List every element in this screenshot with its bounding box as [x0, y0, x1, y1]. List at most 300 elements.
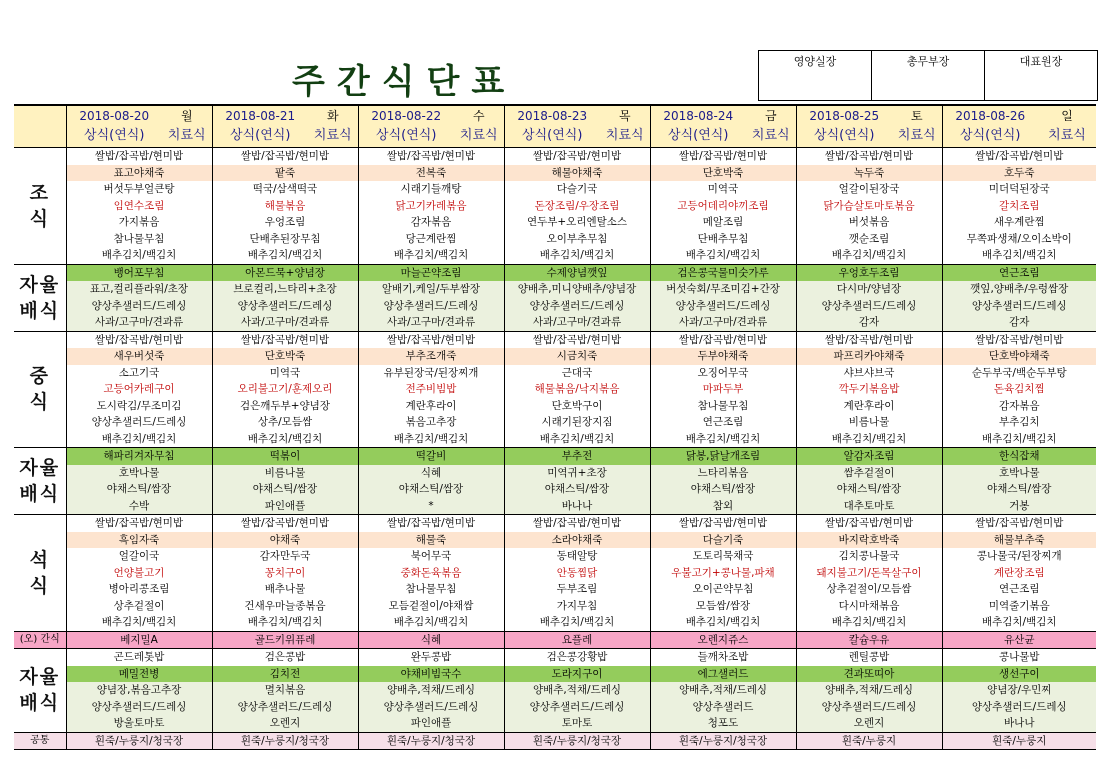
therapeutic-diet-header: 치료식: [600, 126, 650, 148]
menu-item: 부추전: [504, 448, 650, 465]
menu-item: 수제양념깻잎: [504, 264, 650, 281]
menu-item: 바지락호박죽: [796, 532, 942, 549]
weekday-cell: 월: [162, 105, 212, 126]
menu-item: 렌틸콩밥: [796, 649, 942, 666]
menu-item: 단호박야채죽: [942, 348, 1096, 365]
menu-item: 양상추샐러드/드레싱: [504, 298, 650, 315]
approval-box: [758, 50, 1098, 101]
menu-item: 식혜: [358, 465, 504, 482]
menu-item: 단호박죽: [212, 348, 358, 365]
menu-item: 사과/고구마/견과류: [66, 314, 212, 331]
menu-item: 도시락김/무조미김: [66, 398, 212, 415]
menu-item: 계란장조림: [942, 565, 1096, 582]
menu-item: 단배추무침: [650, 231, 796, 248]
menu-item: 김치콩나물국: [796, 548, 942, 565]
menu-item: 가지무침: [504, 598, 650, 615]
menu-row: [14, 148, 1096, 165]
menu-item: 미역국: [650, 181, 796, 198]
menu-item: *: [358, 498, 504, 515]
menu-row: [14, 565, 1096, 582]
menu-item: 미역줄기볶음: [942, 598, 1096, 615]
menu-row: [14, 598, 1096, 615]
menu-item: 생선구이: [942, 666, 1096, 683]
diet-type-header-row: [14, 126, 1096, 148]
menu-row: [14, 247, 1096, 264]
menu-item: 야채죽: [212, 532, 358, 549]
menu-item: 쌀밥/잡곡밥/현미밥: [504, 515, 650, 532]
menu-row: [14, 448, 1096, 465]
menu-item: 시래기들깨탕: [358, 181, 504, 198]
menu-item: 배추김치/백김치: [650, 431, 796, 448]
menu-item: 야채스틱/쌈장: [796, 481, 942, 498]
menu-item: 콩나물밥: [942, 649, 1096, 666]
menu-item: 전주비빔밥: [358, 381, 504, 398]
menu-item: 얼갈이국: [66, 548, 212, 565]
menu-item: 쌀밥/잡곡밥/현미밥: [504, 148, 650, 165]
menu-item: 식혜: [358, 631, 504, 649]
menu-item: 깻순조림: [796, 231, 942, 248]
menu-item: 해물죽: [358, 532, 504, 549]
menu-item: 단호박죽: [650, 165, 796, 182]
menu-item: 견과또띠아: [796, 666, 942, 683]
menu-item: 배추김치/백김치: [504, 614, 650, 631]
menu-item: 양상추샐러드/드레싱: [212, 699, 358, 716]
menu-item: 해물야채죽: [504, 165, 650, 182]
menu-item: 단호박구이: [504, 398, 650, 415]
menu-item: 새우계란찜: [942, 214, 1096, 231]
menu-item: 양상추샐러드/드레싱: [650, 298, 796, 315]
menu-row: [14, 481, 1096, 498]
menu-item: 부추조개죽: [358, 348, 504, 365]
menu-item: 배추김치/백김치: [796, 247, 942, 264]
date-cell: 2018-08-21: [212, 105, 308, 126]
menu-item: 우엉호두조림: [796, 264, 942, 281]
menu-item: 배추김치/백김치: [212, 247, 358, 264]
meal-section-label: 공통: [14, 732, 66, 750]
menu-row: [14, 414, 1096, 431]
menu-item: 야채스틱/쌈장: [504, 481, 650, 498]
menu-item: 감자: [942, 314, 1096, 331]
menu-item: 배추김치/백김치: [504, 247, 650, 264]
menu-item: 무쪽파생채/오이소박이: [942, 231, 1096, 248]
menu-item: 소라야채죽: [504, 532, 650, 549]
therapeutic-diet-header: 치료식: [454, 126, 504, 148]
menu-item: 닭가슴살토마토볶음: [796, 198, 942, 215]
menu-item: 단배추된장무침: [212, 231, 358, 248]
menu-item: 야채스틱/쌈장: [650, 481, 796, 498]
date-header-row: [14, 105, 1096, 126]
menu-item: 양배추,적채/드레싱: [650, 682, 796, 699]
menu-item: 양상추샐러드/드레싱: [358, 699, 504, 716]
menu-item: 흰죽/누룽지/청국장: [650, 732, 796, 750]
menu-item: 쌀밥/잡곡밥/현미밥: [358, 331, 504, 348]
menu-item: 쌀밥/잡곡밥/현미밥: [66, 331, 212, 348]
menu-item: 두부야채죽: [650, 348, 796, 365]
menu-row: [14, 431, 1096, 448]
menu-row: [14, 649, 1096, 666]
menu-item: 사과/고구마/견과류: [650, 314, 796, 331]
menu-item: 쌀밥/잡곡밥/현미밥: [796, 331, 942, 348]
therapeutic-diet-header: 치료식: [1038, 126, 1096, 148]
menu-item: 양상추샐러드/드레싱: [212, 298, 358, 315]
weekday-cell: 목: [600, 105, 650, 126]
menu-item: 양상추샐러드/드레싱: [66, 699, 212, 716]
menu-item: 토마토: [504, 715, 650, 732]
menu-item: 참외: [650, 498, 796, 515]
date-cell: 2018-08-20: [66, 105, 162, 126]
menu-item: 쌀밥/잡곡밥/현미밥: [358, 148, 504, 165]
meal-section-label: 중 식: [14, 331, 66, 448]
menu-item: 떡국/삼색떡국: [212, 181, 358, 198]
meal-section-label: 석 식: [14, 515, 66, 632]
menu-item: 동태알탕: [504, 548, 650, 565]
menu-item: 우불고기+콩나물,파채: [650, 565, 796, 582]
menu-item: 쌀밥/잡곡밥/현미밥: [650, 515, 796, 532]
menu-item: 쌀밥/잡곡밥/현미밥: [66, 515, 212, 532]
menu-item: 양상추샐러드/드레싱: [504, 699, 650, 716]
menu-item: 해파리겨자무침: [66, 448, 212, 465]
menu-row: [14, 165, 1096, 182]
menu-row: [14, 532, 1096, 549]
menu-item: 수박: [66, 498, 212, 515]
weekday-cell: 화: [308, 105, 358, 126]
menu-item: 소고기국: [66, 365, 212, 382]
menu-item: 얼갈이된장국: [796, 181, 942, 198]
menu-row: [14, 614, 1096, 631]
menu-item: 쌀밥/잡곡밥/현미밥: [212, 515, 358, 532]
menu-row: [14, 314, 1096, 331]
menu-item: 배추김치/백김치: [504, 431, 650, 448]
menu-item: 멸치볶음: [212, 682, 358, 699]
menu-item: 사과/고구마/견과류: [358, 314, 504, 331]
menu-item: 검은콩밥: [212, 649, 358, 666]
menu-row: [14, 666, 1096, 683]
menu-row: [14, 231, 1096, 248]
weekday-cell: 수: [454, 105, 504, 126]
weekday-cell: 금: [746, 105, 796, 126]
menu-item: 갈치조림: [942, 198, 1096, 215]
menu-item: 오리불고기/훈제오리: [212, 381, 358, 398]
menu-item: 순두부국/백순두부탕: [942, 365, 1096, 382]
menu-item: 양배추,적채/드레싱: [358, 682, 504, 699]
menu-item: 양상추샐러드/드레싱: [358, 298, 504, 315]
menu-item: 해물부추죽: [942, 532, 1096, 549]
menu-item: 볶음고추장: [358, 414, 504, 431]
menu-row: [14, 348, 1096, 365]
menu-item: 베지밀A: [66, 631, 212, 649]
menu-item: 사과/고구마/견과류: [212, 314, 358, 331]
menu-item: 양념장,볶음고추장: [66, 682, 212, 699]
menu-item: 고등어데리야끼조림: [650, 198, 796, 215]
menu-item: 쌀밥/잡곡밥/현미밥: [650, 331, 796, 348]
menu-item: 오징어무국: [650, 365, 796, 382]
menu-item: 요플레: [504, 631, 650, 649]
menu-item: 사과/고구마/견과류: [504, 314, 650, 331]
menu-item: 쌀밥/잡곡밥/현미밥: [358, 515, 504, 532]
menu-item: 쌀밥/잡곡밥/현미밥: [212, 331, 358, 348]
menu-item: 배추김치/백김치: [358, 431, 504, 448]
menu-item: 참나물무침: [358, 581, 504, 598]
menu-row: [14, 264, 1096, 281]
menu-item: 흰죽/누룽지/청국장: [66, 732, 212, 750]
menu-item: 상추겉절이/모듬쌈: [796, 581, 942, 598]
menu-item: 배추김치/백김치: [650, 614, 796, 631]
menu-item: 참나물무침: [650, 398, 796, 415]
menu-item: 버섯볶음: [796, 214, 942, 231]
menu-item: 감자만두국: [212, 548, 358, 565]
menu-item: 양배추,적채/드레싱: [504, 682, 650, 699]
menu-item: 돈장조림/우장조림: [504, 198, 650, 215]
menu-item: 양상추샐러드/드레싱: [66, 414, 212, 431]
menu-item: 시래기된장지짐: [504, 414, 650, 431]
menu-item: 다시마채볶음: [796, 598, 942, 615]
menu-item: 부추김치: [942, 414, 1096, 431]
menu-item: 배추김치/백김치: [212, 431, 358, 448]
menu-item: 아몬드묵+양념장: [212, 264, 358, 281]
regular-diet-header: 상식(연식): [358, 126, 454, 148]
menu-item: 돈육김치찜: [942, 381, 1096, 398]
menu-item: 바나나: [942, 715, 1096, 732]
menu-item: 검은콩강황밥: [504, 649, 650, 666]
menu-item: 돼지불고기/돈목살구이: [796, 565, 942, 582]
menu-item: 근대국: [504, 365, 650, 382]
menu-item: 가지볶음: [66, 214, 212, 231]
menu-item: 미더덕된장국: [942, 181, 1096, 198]
menu-item: 두부조림: [504, 581, 650, 598]
menu-item: 오렌지쥬스: [650, 631, 796, 649]
menu-item: 브로컬리,느타리+초장: [212, 281, 358, 298]
menu-item: 다슬기죽: [650, 532, 796, 549]
menu-row: [14, 181, 1096, 198]
menu-item: 에그샐러드: [650, 666, 796, 683]
menu-item: 미역귀+초장: [504, 465, 650, 482]
date-cell: 2018-08-24: [650, 105, 746, 126]
regular-diet-header: 상식(연식): [504, 126, 600, 148]
menu-item: 대추토마토: [796, 498, 942, 515]
menu-row: [14, 381, 1096, 398]
menu-item: 오이곤약무침: [650, 581, 796, 598]
menu-item: 쌀밥/잡곡밥/현미밥: [504, 331, 650, 348]
menu-row: [14, 548, 1096, 565]
menu-item: 계란후라이: [796, 398, 942, 415]
menu-item: 배추김치/백김치: [796, 614, 942, 631]
menu-item: 안동찜닭: [504, 565, 650, 582]
regular-diet-header: 상식(연식): [796, 126, 892, 148]
menu-item: 팥죽: [212, 165, 358, 182]
menu-item: 파인애플: [358, 715, 504, 732]
menu-item: 양상추샐러드/드레싱: [942, 298, 1096, 315]
menu-item: 비름나물: [212, 465, 358, 482]
menu-item: 샤브샤브국: [796, 365, 942, 382]
menu-item: 알배기,케일/두부쌈장: [358, 281, 504, 298]
menu-item: 뱅어포무침: [66, 264, 212, 281]
menu-item: 배추김치/백김치: [66, 614, 212, 631]
menu-item: 닭봉,닭날개조림: [650, 448, 796, 465]
menu-item: 시금치죽: [504, 348, 650, 365]
menu-item: 쌈추겉절이: [796, 465, 942, 482]
menu-item: 흰죽/누룽지/청국장: [504, 732, 650, 750]
menu-item: 거봉: [942, 498, 1096, 515]
meal-section-label: 조 식: [14, 148, 66, 265]
menu-row: [14, 699, 1096, 716]
corner-cell: [14, 105, 66, 126]
meal-section-label: (오) 간식: [14, 631, 66, 649]
menu-item: 해물볶음: [212, 198, 358, 215]
menu-row: [14, 365, 1096, 382]
menu-item: 양상추샐러드: [650, 699, 796, 716]
menu-item: 임연수조림: [66, 198, 212, 215]
meal-section-label: 자율 배식: [14, 448, 66, 515]
menu-item: 야채스틱/쌈장: [942, 481, 1096, 498]
menu-item: 파프리카야채죽: [796, 348, 942, 365]
menu-row: [14, 498, 1096, 515]
signature-general-affairs[interactable]: 총무부장: [872, 51, 985, 101]
menu-item: 마파두부: [650, 381, 796, 398]
weekly-menu-table: [14, 104, 1096, 750]
menu-item: 흰죽/누룽지: [942, 732, 1096, 750]
menu-item: 배추김치/백김치: [358, 247, 504, 264]
corner-cell: [14, 126, 66, 148]
signature-director[interactable]: 대표원장: [985, 51, 1098, 101]
therapeutic-diet-header: 치료식: [308, 126, 358, 148]
menu-item: 도라지구이: [504, 666, 650, 683]
menu-item: 오이부추무침: [504, 231, 650, 248]
menu-item: 유산균: [942, 631, 1096, 649]
menu-item: 들깨차조밥: [650, 649, 796, 666]
menu-item: 쌀밥/잡곡밥/현미밥: [796, 148, 942, 165]
menu-item: 전복죽: [358, 165, 504, 182]
menu-item: 다시마/양념장: [796, 281, 942, 298]
menu-row: [14, 515, 1096, 532]
date-cell: 2018-08-25: [796, 105, 892, 126]
menu-row: [14, 398, 1096, 415]
menu-item: 양상추샐러드/드레싱: [66, 298, 212, 315]
menu-item: 검은콩국물미숫가루: [650, 264, 796, 281]
menu-item: 쌀밥/잡곡밥/현미밥: [66, 148, 212, 165]
menu-item: 우엉조림: [212, 214, 358, 231]
menu-item: 연근조림: [942, 581, 1096, 598]
menu-item: 표고,컬리플라워/초장: [66, 281, 212, 298]
menu-item: 호박나물: [66, 465, 212, 482]
signature-nutrition-manager[interactable]: 영양실장: [759, 51, 872, 101]
menu-item: 야채비빔국수: [358, 666, 504, 683]
date-cell: 2018-08-23: [504, 105, 600, 126]
menu-item: 병아리콩조림: [66, 581, 212, 598]
menu-item: 배추김치/백김치: [650, 247, 796, 264]
menu-item: 쌀밥/잡곡밥/현미밥: [796, 515, 942, 532]
menu-item: 비름나물: [796, 414, 942, 431]
menu-item: 야채스틱/쌈장: [358, 481, 504, 498]
regular-diet-header: 상식(연식): [650, 126, 746, 148]
menu-item: 양배추,미니양배추/양념장: [504, 281, 650, 298]
menu-item: 버섯두부얼큰탕: [66, 181, 212, 198]
menu-item: 해물볶음/낙지볶음: [504, 381, 650, 398]
menu-item: 골드키위퓨레: [212, 631, 358, 649]
menu-item: 배추김치/백김치: [942, 247, 1096, 264]
menu-item: 완두콩밥: [358, 649, 504, 666]
weekday-cell: 토: [892, 105, 942, 126]
menu-item: 마늘곤약조림: [358, 264, 504, 281]
menu-item: 양상추샐러드/드레싱: [942, 699, 1096, 716]
therapeutic-diet-header: 치료식: [162, 126, 212, 148]
menu-row: [14, 198, 1096, 215]
menu-item: 메알조림: [650, 214, 796, 231]
regular-diet-header: 상식(연식): [942, 126, 1038, 148]
menu-row: [14, 281, 1096, 298]
menu-item: 북어무국: [358, 548, 504, 565]
menu-item: 미역국: [212, 365, 358, 382]
menu-item: 감자볶음: [942, 398, 1096, 415]
menu-row: [14, 465, 1096, 482]
menu-item: 양념장/우민찌: [942, 682, 1096, 699]
date-cell: 2018-08-22: [358, 105, 454, 126]
menu-item: 바나나: [504, 498, 650, 515]
menu-item: 쌀밥/잡곡밥/현미밥: [650, 148, 796, 165]
menu-item: 연근조림: [650, 414, 796, 431]
menu-row: [14, 732, 1096, 750]
menu-item: 배추김치/백김치: [796, 431, 942, 448]
meal-section-label: 자율 배식: [14, 264, 66, 331]
menu-item: 상추겉절이: [66, 598, 212, 615]
menu-item: 배추김치/백김치: [212, 614, 358, 631]
therapeutic-diet-header: 치료식: [892, 126, 942, 148]
menu-item: 당근계란찜: [358, 231, 504, 248]
menu-item: 칼슘우유: [796, 631, 942, 649]
menu-item: 배추나물: [212, 581, 358, 598]
menu-item: 한식잡채: [942, 448, 1096, 465]
menu-item: 양상추샐러드/드레싱: [796, 699, 942, 716]
meal-section-label: 자율 배식: [14, 649, 66, 733]
menu-item: 감자볶음: [358, 214, 504, 231]
menu-item: 모듬쌈/쌈장: [650, 598, 796, 615]
menu-item: 쌀밥/잡곡밥/현미밥: [942, 148, 1096, 165]
menu-item: 오렌지: [796, 715, 942, 732]
menu-item: 검은깨두부+양념장: [212, 398, 358, 415]
menu-row: [14, 298, 1096, 315]
menu-item: 야채스틱/쌈장: [66, 481, 212, 498]
menu-item: 표고야채죽: [66, 165, 212, 182]
menu-item: 깍두기볶음밥: [796, 381, 942, 398]
menu-item: 녹두죽: [796, 165, 942, 182]
menu-item: 호두죽: [942, 165, 1096, 182]
regular-diet-header: 상식(연식): [212, 126, 308, 148]
menu-item: 알감자조림: [796, 448, 942, 465]
menu-item: 호박나물: [942, 465, 1096, 482]
menu-item: 도토리묵채국: [650, 548, 796, 565]
menu-item: 메밀전병: [66, 666, 212, 683]
menu-item: 배추김치/백김치: [358, 614, 504, 631]
menu-item: 건새우마늘종볶음: [212, 598, 358, 615]
menu-item: 콩나물국/된장찌개: [942, 548, 1096, 565]
menu-item: 깻잎,양배추/우렁쌈장: [942, 281, 1096, 298]
menu-item: 연두부+오리엔탈소스: [504, 214, 650, 231]
menu-item: 흑임자죽: [66, 532, 212, 549]
menu-item: 야채스틱/쌈장: [212, 481, 358, 498]
menu-item: 흰죽/누룽지/청국장: [358, 732, 504, 750]
menu-item: 닭고기카레볶음: [358, 198, 504, 215]
menu-item: 배추김치/백김치: [66, 247, 212, 264]
menu-item: 흰죽/누룽지/청국장: [212, 732, 358, 750]
menu-row: [14, 331, 1096, 348]
menu-item: 김치전: [212, 666, 358, 683]
menu-item: 배추김치/백김치: [66, 431, 212, 448]
menu-row: [14, 581, 1096, 598]
date-cell: 2018-08-26: [942, 105, 1038, 126]
menu-item: 새우버섯죽: [66, 348, 212, 365]
menu-item: 떡볶이: [212, 448, 358, 465]
menu-item: 파인애플: [212, 498, 358, 515]
menu-item: 떡갈비: [358, 448, 504, 465]
